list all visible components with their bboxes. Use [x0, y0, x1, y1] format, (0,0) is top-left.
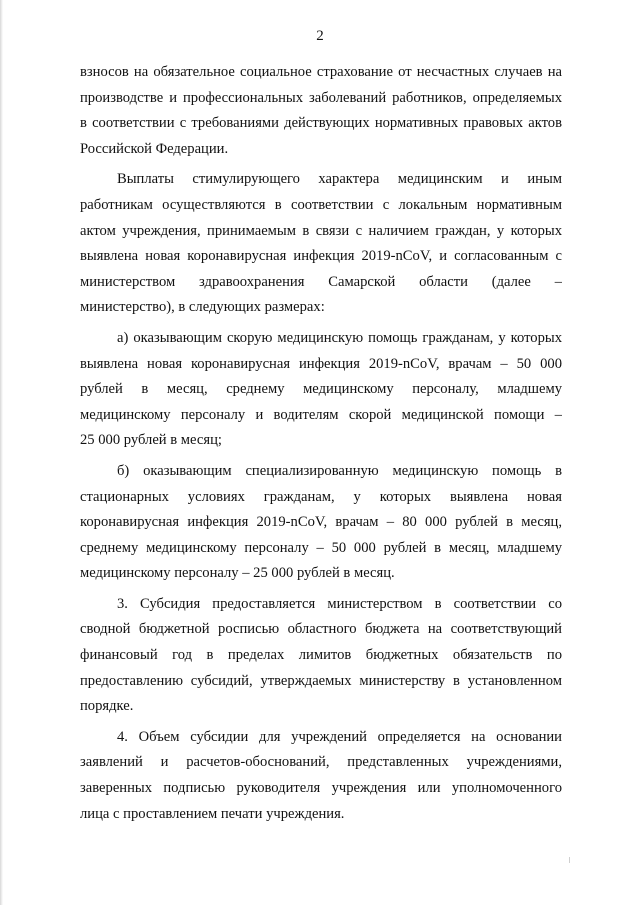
text-line: 25 000 рублей в месяц;: [80, 432, 222, 449]
text-line: сводной бюджетной росписью областного бюджета на соответствующий: [80, 621, 562, 638]
text-line: заявлений и расчетов-обоснований, представленных учреждениями,: [80, 754, 562, 771]
paragraph-incentive-payments: [80, 167, 562, 321]
scan-speck: [569, 857, 570, 863]
text-line: работникам осуществляются в соответствии с локальным нормативным: [80, 196, 562, 213]
text-line: медицинскому персоналу и водителям скорой медицинской помощи –: [80, 406, 562, 423]
text-line: рублей в месяц, среднему медицинскому персоналу, младшему: [80, 381, 562, 398]
text-line: среднему медицинскому персоналу – 50 000 рублей в месяц, младшему: [80, 539, 562, 556]
paragraph-section-3-subsidy: [80, 592, 562, 720]
paragraph-insurance-contributions: [80, 60, 562, 162]
text-line: производстве и профессиональных заболеваний работников, определяемых: [80, 89, 562, 106]
text-line: 4. Объем субсидии для учреждений определяется на основании: [117, 728, 562, 745]
text-line: министерством здравоохранения Самарской области (далее –: [80, 273, 562, 290]
text-line: порядке.: [80, 698, 134, 715]
text-line: 3. Субсидия предоставляется министерством в соответствии со: [117, 595, 562, 612]
text-line: актом учреждения, принимаемым в связи с наличием граждан, у которых: [80, 222, 562, 239]
text-line: а) оказывающим скорую медицинскую помощь гражданам, у которых: [117, 329, 562, 346]
text-line: коронавирусная инфекция 2019-nCoV, врачам – 80 000 рублей в месяц,: [80, 514, 562, 531]
paragraph-item-a-emergency-care: [80, 326, 562, 454]
text-line: лица с проставлением печати учреждения.: [80, 805, 345, 822]
paragraph-section-4-subsidy-amount: [80, 725, 562, 827]
page-number: 2: [316, 28, 324, 44]
text-line: взносов на обязательное социальное страхование от несчастных случаев на: [80, 64, 562, 80]
text-line: предоставлению субсидий, утверждаемых министерству в установленном: [80, 672, 562, 689]
text-line: выявлена новая коронавирусная инфекция 2019-nCoV, врачам – 50 000: [80, 355, 562, 372]
scan-edge-shadow: [0, 0, 3, 905]
text-line: б) оказывающим специализированную медицинскую помощь в: [117, 462, 562, 479]
text-line: выявлена новая коронавирусная инфекция 2019-nCoV, и согласованным с: [80, 248, 562, 265]
text-line: министерство), в следующих размерах:: [80, 299, 325, 316]
text-line: Российской Федерации.: [80, 140, 229, 157]
paragraph-item-b-specialized-care: [80, 459, 562, 587]
text-line: в соответствии с требованиями действующих нормативных правовых актов: [80, 115, 562, 132]
text-line: финансовый год в пределах лимитов бюджетных обязательств по: [80, 647, 562, 664]
text-line: стационарных условиях гражданам, у которых выявлена новая: [80, 488, 562, 505]
text-line: медицинскому персоналу – 25 000 рублей в месяц.: [80, 565, 395, 582]
document-body: [80, 60, 562, 827]
text-line: заверенных подписью руководителя учреждения или уполномоченного: [80, 780, 562, 797]
text-line: Выплаты стимулирующего характера медицинским и иным: [117, 171, 562, 188]
